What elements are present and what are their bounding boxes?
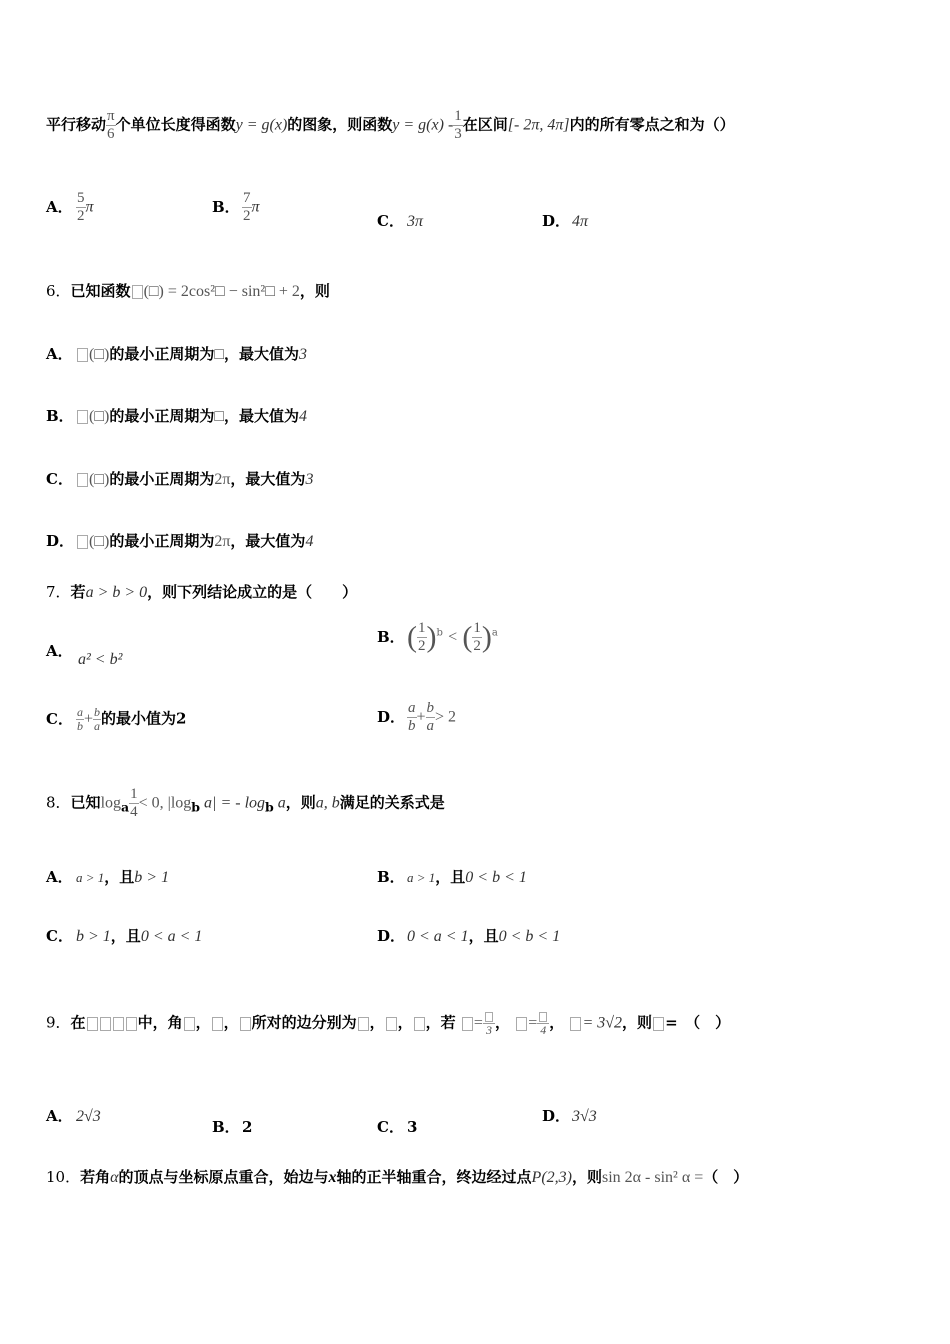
q5-pi-over-6: $\frac{\pi}{6}$ — [107, 108, 115, 142]
q9-option-a: A． 2√3 — [46, 1107, 101, 1125]
q5-a-frac: $\frac{5}{2}$ — [77, 190, 85, 224]
q6-option-a: A． (□)的最小正周期为□，最大值为3 — [46, 345, 308, 363]
q6-option-c: C． (□)的最小正周期为2π，最大值为3 — [46, 470, 314, 488]
placeholder-glyph — [132, 285, 143, 299]
q7-option-c: C． $\frac{a}{b}$ + $\frac{b}{a}$ 的最小值为2 — [46, 705, 187, 733]
q8-option-d: D． 0 < a < 1，且0 < b < 1 — [377, 927, 561, 945]
q5-text-5: 内的所有零点之和为（） — [569, 115, 735, 134]
q5-one-third: $\frac{1}{3}$ — [454, 108, 462, 142]
q5-option-b: B． $\frac{7}{2}$ π — [212, 190, 260, 224]
q7-option-d: D． $\frac{a}{b}$ + $\frac{b}{a}$ > 2 — [377, 700, 457, 734]
q5-option-d: D． 4π — [542, 212, 589, 230]
q8-option-a: A． a > 1，且b > 1 — [46, 868, 170, 886]
q5-text-2: 个单位长度得函数 — [115, 115, 236, 134]
q5-text-4: 在区间 — [462, 115, 508, 134]
q5-option-c: C． 3π — [377, 212, 424, 230]
q6-option-b: B． (□)的最小正周期为□，最大值为4 — [46, 407, 308, 425]
q5-interval: [- 2π, 4π] — [507, 116, 570, 134]
q6-stem: 6．已知函数 (□) = 2cos²□ − sin²□ + 2，则 — [46, 282, 330, 300]
q7-option-b: B．( $\frac{1}{2}$ )$^b$ < ( $\frac{1}{2}$ )$^a$ — [377, 620, 498, 654]
q9-option-b: B． 2 — [212, 1118, 253, 1136]
q9-stem: 9．在 中，角 ， ， 所对的边分别为 ， ， ，若 = 3 ， = 4 ， = 3√2，则 = （ ） — [46, 1010, 730, 1037]
q5-b-frac: $\frac{7}{2}$ — [243, 190, 251, 224]
q5-text-1: 平行移动 — [46, 115, 107, 134]
q6-option-d: D． (□)的最小正周期为2π，最大值为4 — [46, 532, 314, 550]
q6-formula: (□) = 2cos²□ − sin²□ + 2 — [143, 283, 300, 300]
q5-g-minus: y = g(x) - — [392, 116, 454, 134]
q7-option-a-expr: a² < b² — [78, 651, 123, 668]
q8-option-b: B． a > 1，且0 < b < 1 — [377, 868, 527, 886]
q8-option-c: C． b > 1，且0 < a < 1 — [46, 927, 203, 945]
q7-option-a: A． — [46, 642, 73, 660]
q5-option-a: A． $\frac{5}{2}$ π — [46, 190, 94, 224]
q5-text-3: 的图象，则函数 — [287, 115, 393, 134]
q5-g-function: y = g(x) — [235, 116, 288, 134]
q8-stem: 8．已知$\log_a$ $\frac{1}{4}$ < 0, $|\log_b$ a| = - $\log_b a$，则a, b满足的关系式是 — [46, 786, 445, 820]
q5-stem — [46, 108, 735, 143]
q7-stem: 7．若a > b > 0，则下列结论成立的是（ ） — [46, 583, 358, 601]
q10-stem: 10．若角α的顶点与坐标原点重合，始边与x轴的正半轴重合，终边经过点P(2,3)，则sin 2α - sin² α =（ ） — [46, 1168, 749, 1186]
q9-option-c: C． 3 — [377, 1118, 418, 1136]
q9-option-d: D． 3√3 — [542, 1107, 597, 1125]
